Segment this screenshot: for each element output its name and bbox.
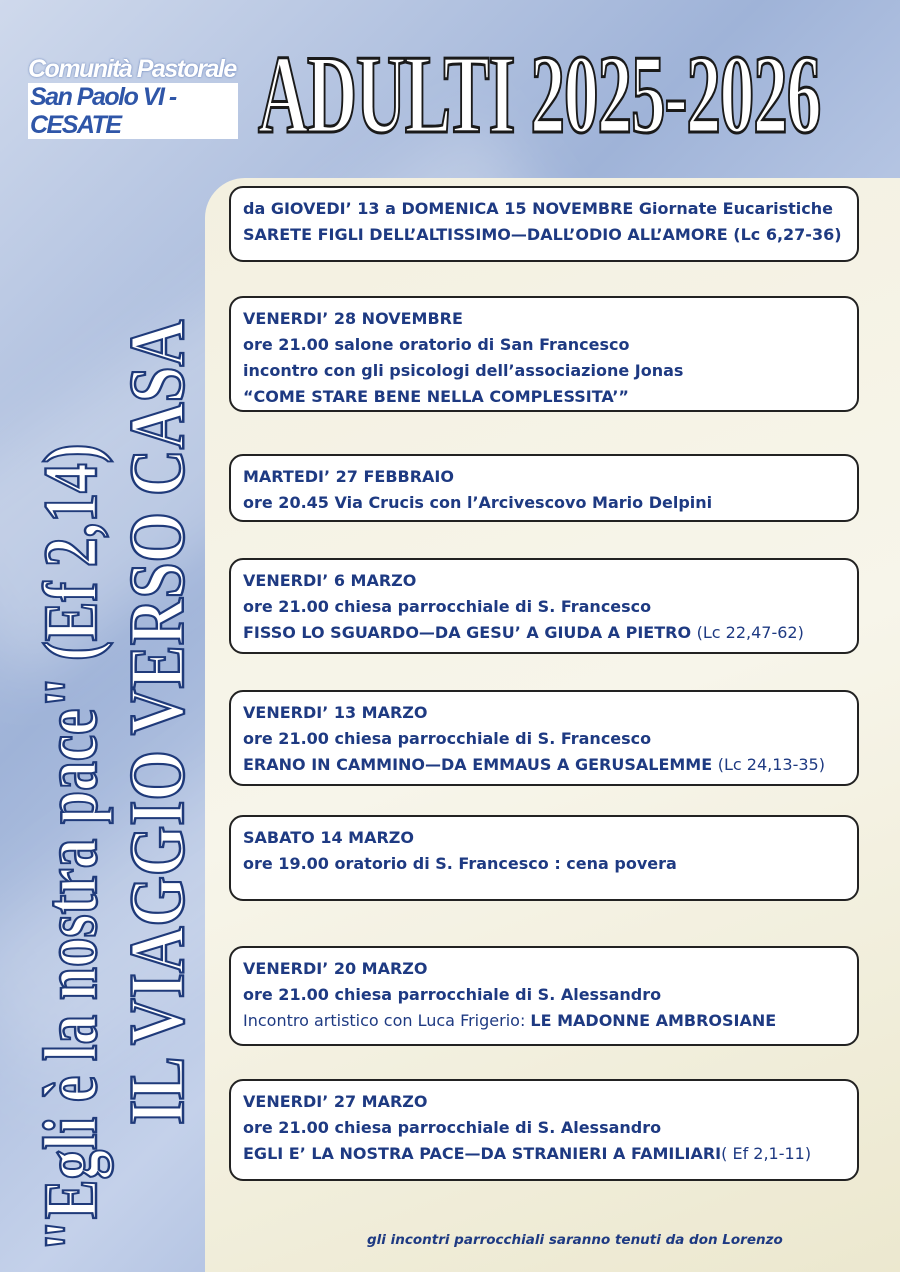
event-line bbox=[243, 700, 845, 726]
event-card bbox=[229, 558, 859, 654]
community-name bbox=[28, 55, 238, 139]
event-text: ore 21.00 chiesa parrocchiale di S. Francesco bbox=[243, 597, 652, 616]
event-line bbox=[243, 358, 845, 384]
event-card bbox=[229, 690, 859, 786]
event-text: (Lc 24,13-35) bbox=[717, 755, 825, 774]
event-text: SARETE FIGLI DELL’ALTISSIMO—DALL’ODIO ALL’AMORE (Lc 6,27-36) bbox=[243, 225, 842, 244]
event-line bbox=[243, 825, 845, 851]
event-line bbox=[243, 620, 845, 646]
event-line bbox=[243, 384, 845, 410]
event-line bbox=[243, 568, 845, 594]
event-line bbox=[243, 726, 845, 752]
event-text: “COME STARE BENE NELLA COMPLESSITA’” bbox=[243, 387, 629, 406]
event-text: (Lc 22,47-62) bbox=[696, 623, 804, 642]
event-line bbox=[243, 956, 845, 982]
event-text: da GIOVEDI’ 13 a DOMENICA 15 NOVEMBRE Giornate Eucaristiche bbox=[243, 199, 834, 218]
event-text: FISSO LO SGUARDO—DA GESU’ A GIUDA A PIETRO bbox=[243, 623, 697, 642]
event-line bbox=[243, 1089, 845, 1115]
event-line bbox=[243, 1141, 845, 1167]
event-line bbox=[243, 1115, 845, 1141]
event-line bbox=[243, 982, 845, 1008]
page-title: ADULTI 2025-2026 bbox=[258, 33, 821, 157]
event-text: SABATO 14 MARZO bbox=[243, 828, 414, 847]
event-line bbox=[243, 222, 845, 248]
event-card bbox=[229, 946, 859, 1046]
event-text: Incontro artistico con Luca Frigerio: bbox=[243, 1011, 531, 1030]
event-line bbox=[243, 332, 845, 358]
event-line bbox=[243, 490, 845, 516]
event-card bbox=[229, 186, 859, 262]
side-theme: IL VIAGGIO VERSO CASA bbox=[113, 319, 200, 1125]
event-line bbox=[243, 752, 845, 778]
event-text: VENERDI’ 6 MARZO bbox=[243, 571, 417, 590]
event-text: ore 21.00 chiesa parrocchiale di S. Alessandro bbox=[243, 1118, 662, 1137]
event-text: ore 21.00 chiesa parrocchiale di S. Francesco bbox=[243, 729, 652, 748]
event-line bbox=[243, 1008, 845, 1034]
event-text: ore 19.00 oratorio di S. Francesco : cena povera bbox=[243, 854, 677, 873]
event-line bbox=[243, 196, 845, 222]
event-text: LE MADONNE AMBROSIANE bbox=[530, 1011, 777, 1030]
event-line bbox=[243, 851, 845, 877]
event-text: ore 21.00 salone oratorio di San Francesco bbox=[243, 335, 630, 354]
event-text: incontro con gli psicologi dell’associazione Jonas bbox=[243, 361, 684, 380]
event-text: ore 21.00 chiesa parrocchiale di S. Alessandro bbox=[243, 985, 662, 1004]
event-text: VENERDI’ 28 NOVEMBRE bbox=[243, 309, 463, 328]
event-text: ore 20.45 Via Crucis con l’Arcivescovo Mario Delpini bbox=[243, 493, 713, 512]
event-text: MARTEDI’ 27 FEBBRAIO bbox=[243, 467, 454, 486]
event-text: EGLI E’ LA NOSTRA PACE—DA STRANIERI A FAMILIARI bbox=[243, 1144, 722, 1163]
event-text: ( Ef 2,1-11) bbox=[721, 1144, 812, 1163]
event-text: VENERDI’ 20 MARZO bbox=[243, 959, 428, 978]
community-line1: Comunità Pastorale bbox=[28, 55, 236, 83]
event-card bbox=[229, 1079, 859, 1181]
event-card bbox=[229, 296, 859, 412]
event-text: VENERDI’ 27 MARZO bbox=[243, 1092, 428, 1111]
footer-note: gli incontri parrocchiali saranno tenuti da don Lorenzo bbox=[367, 1232, 783, 1248]
event-text: VENERDI’ 13 MARZO bbox=[243, 703, 428, 722]
event-card bbox=[229, 815, 859, 901]
side-motto: "Egli è la nostra pace" (Ef 2,14) bbox=[29, 443, 113, 1252]
event-card bbox=[229, 454, 859, 522]
event-line bbox=[243, 464, 845, 490]
community-line2: San Paolo VI - CESATE bbox=[28, 83, 238, 139]
event-text: ERANO IN CAMMINO—DA EMMAUS A GERUSALEMME bbox=[243, 755, 718, 774]
event-line bbox=[243, 306, 845, 332]
event-line bbox=[243, 594, 845, 620]
